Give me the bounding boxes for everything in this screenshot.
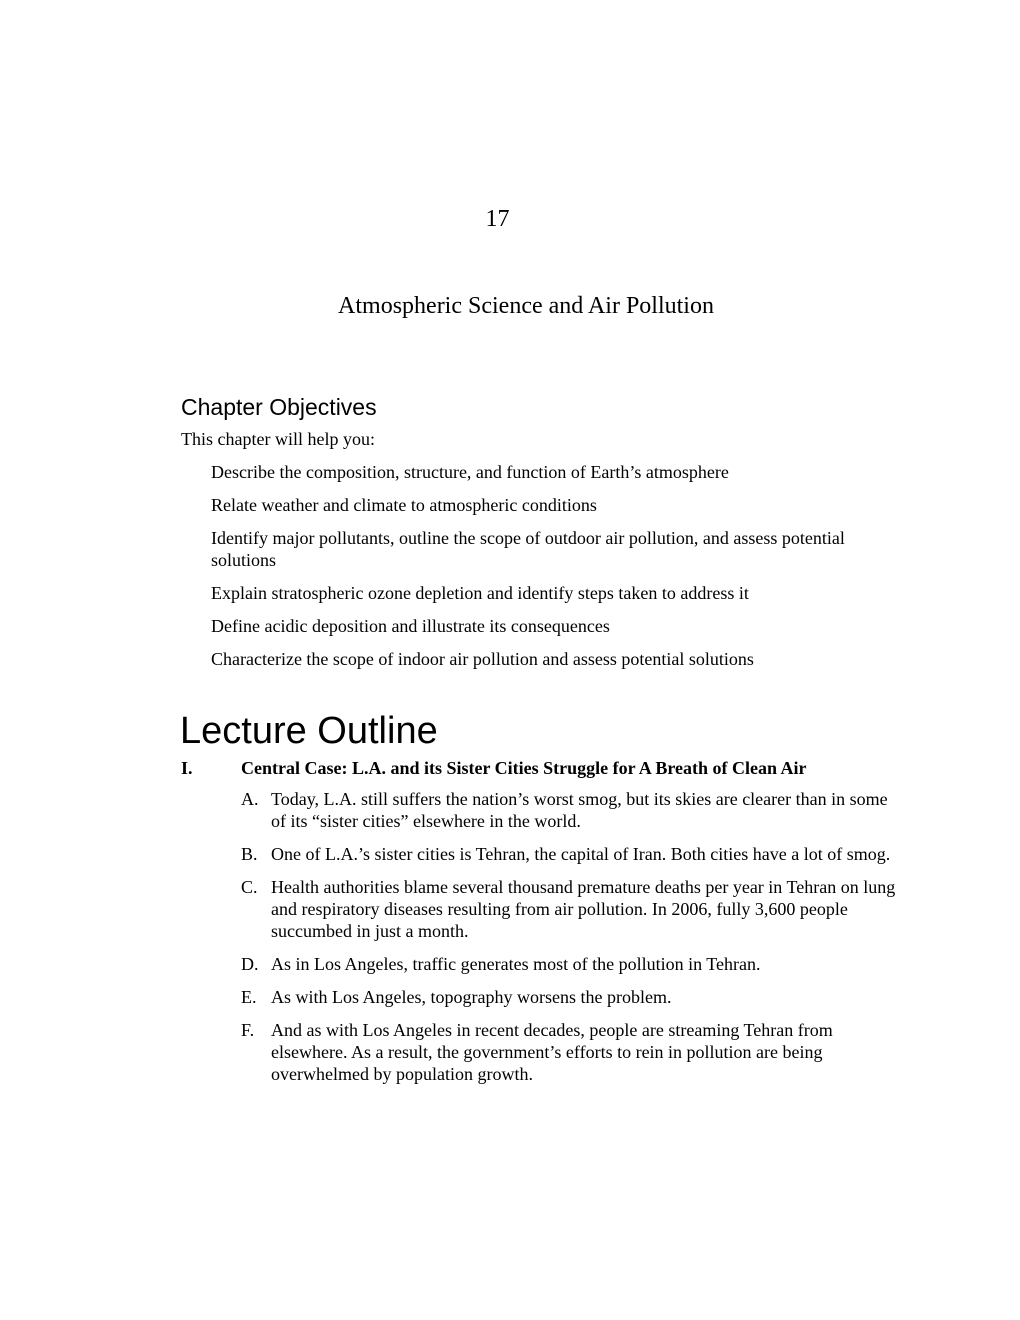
- outline-item: [241, 843, 901, 865]
- item-letter: F.: [241, 1020, 255, 1040]
- item-text: Health authorities blame several thousand premature deaths per year in Tehran on lung and respiratory diseases resulting from air pollution. In 2006, fully 3,600 people succumbed in just a month.: [271, 877, 896, 941]
- chapter-title: Atmospheric Science and Air Pollution: [338, 293, 714, 319]
- item-letter: E.: [241, 987, 257, 1007]
- objective-item: Relate weather and climate to atmospheric conditions: [211, 495, 597, 515]
- lecture-outline-heading: Lecture Outline: [180, 710, 438, 752]
- item-text: As in Los Angeles, traffic generates most of the pollution in Tehran.: [271, 954, 761, 974]
- objective-item: Characterize the scope of indoor air pollution and assess potential solutions: [211, 649, 754, 669]
- outline-section: [181, 757, 901, 1096]
- objective-item: Define acidic deposition and illustrate its consequences: [211, 616, 610, 636]
- section-heading: [181, 757, 901, 779]
- objectives-list: [211, 461, 851, 681]
- item-letter: A.: [241, 789, 259, 809]
- section-numeral: I.: [181, 758, 193, 778]
- item-letter: C.: [241, 877, 258, 897]
- objectives-heading: Chapter Objectives: [181, 394, 377, 420]
- objective-item: Explain stratospheric ozone depletion and identify steps taken to address it: [211, 583, 749, 603]
- item-letter: D.: [241, 954, 259, 974]
- objectives-intro: This chapter will help you:: [181, 429, 375, 449]
- objective-item: Identify major pollutants, outline the scope of outdoor air pollution, and assess potential solutions: [211, 528, 845, 570]
- outline-item: [241, 788, 901, 832]
- outline-item: [241, 986, 901, 1008]
- chapter-number: 17: [485, 206, 510, 232]
- item-text: As with Los Angeles, topography worsens the problem.: [271, 987, 672, 1007]
- item-text: And as with Los Angeles in recent decades, people are streaming Tehran from elsewhere. As a result, the government’s efforts to rein in pollution are being overwhelmed by population growth.: [271, 1020, 833, 1084]
- outline-item: [241, 1019, 901, 1085]
- item-text: One of L.A.’s sister cities is Tehran, the capital of Iran. Both cities have a lot of smog.: [271, 844, 891, 864]
- outline-item: [241, 876, 901, 942]
- section-title: Central Case: L.A. and its Sister Cities Struggle for A Breath of Clean Air: [241, 758, 807, 778]
- outline-items: [241, 788, 901, 1085]
- item-letter: B.: [241, 844, 258, 864]
- objective-item: Describe the composition, structure, and function of Earth’s atmosphere: [211, 462, 729, 482]
- outline-item: [241, 953, 901, 975]
- item-text: Today, L.A. still suffers the nation’s worst smog, but its skies are clearer than in some of its “sister cities” elsewhere in the world.: [271, 789, 888, 831]
